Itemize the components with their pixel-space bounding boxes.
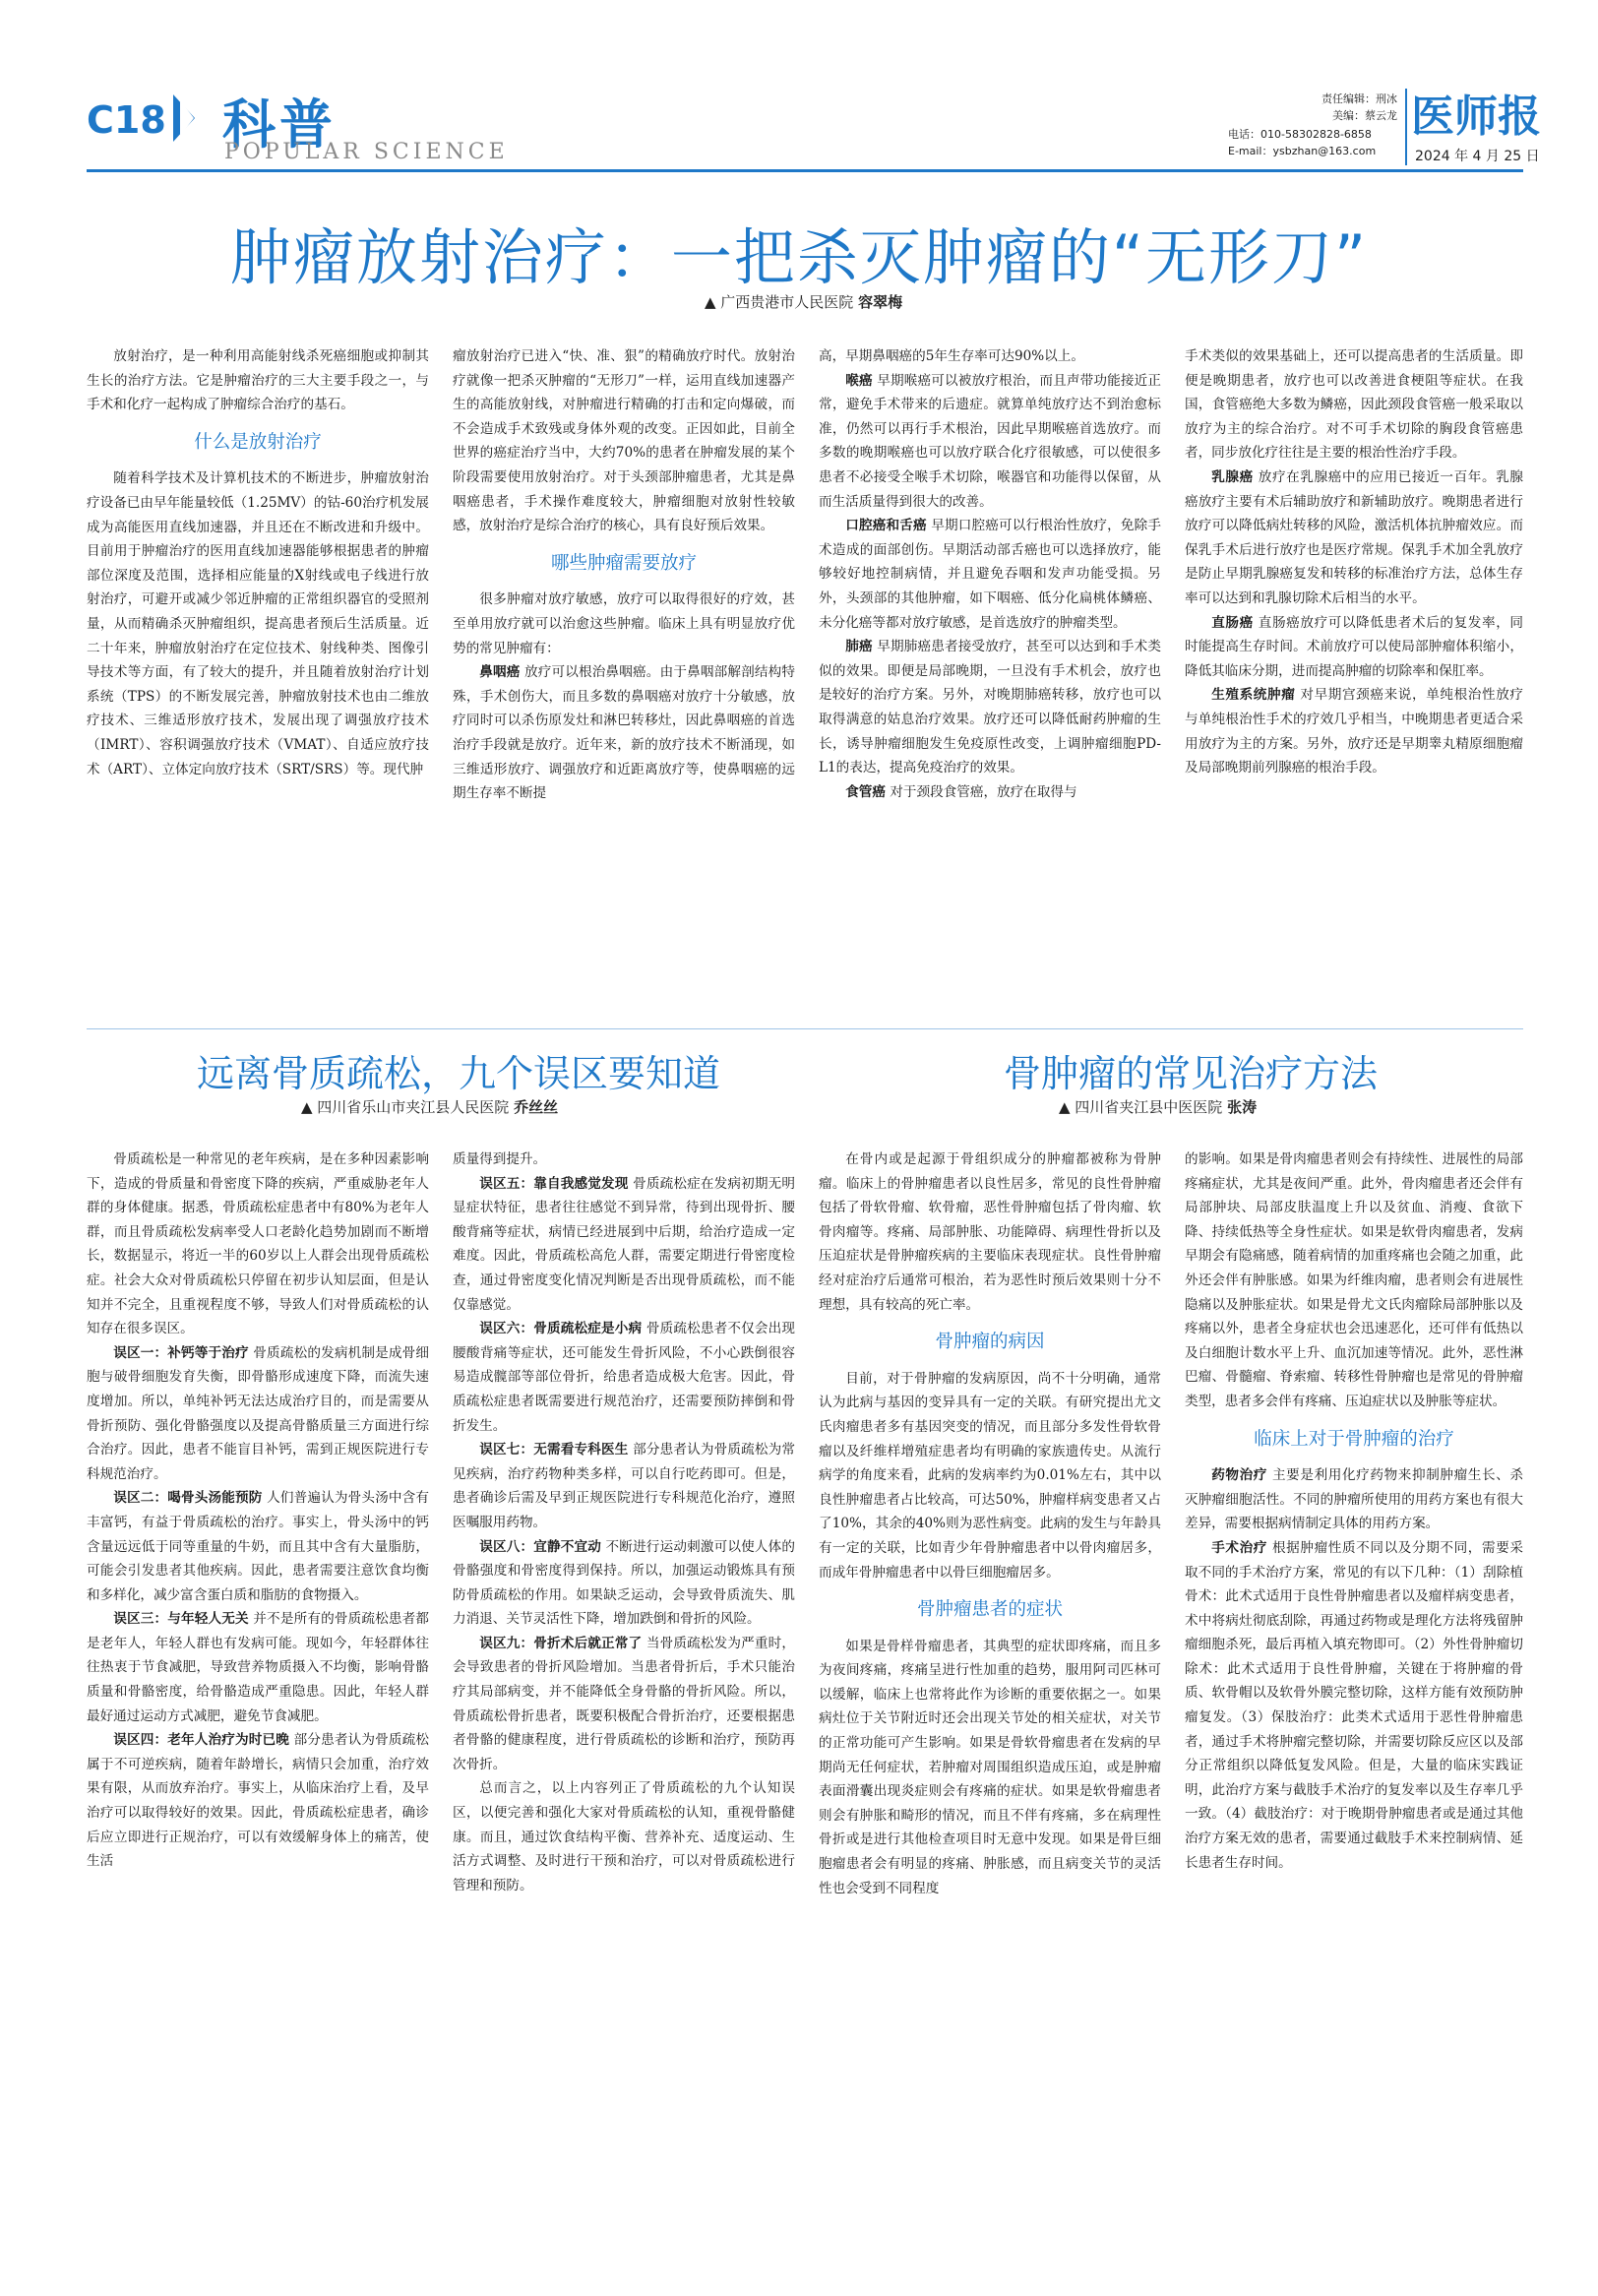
issue-date: 2024 年 4 月 25 日 (1415, 149, 1540, 164)
keyword: 鼻咽癌 (479, 664, 521, 681)
paragraph-text: 放疗可以根治鼻咽癌。由于鼻咽部解剖结构特殊，手术创伤大，而且多数的鼻咽癌对放疗十分敏感，放疗同时可以杀伤原发灶和淋巴转移灶，因此鼻咽癌的首选治疗手段就是放疗。近年来，新的放疗技术不断涌现，如三维适形放疗、调强放疗和近距离放疗等，使鼻咽癌的远期生存率不断提 (453, 664, 796, 802)
keyword: 误区七：无需看专科医生 (479, 1442, 629, 1458)
paragraph: 目前，对于骨肿瘤的发病原因，尚不十分明确，通常认为此病与基因的变异具有一定的关联。有研究提出尤文氏肉瘤患者多有基因突变的情况，而且部分多发性骨软骨瘤以及纤维样增殖症患者均有明确的家族遗传史。从流行病学的角度来看，此病的发病率约为0.01%左右，其中以良性肿瘤患者占比较高，可达50%，肿瘤样病变患者又占了10%，其余的40%则为恶性病变。此病的发生与年龄具有一定的关联，比如青少年骨肿瘤患者中以骨肉瘤居多，而成年骨肿瘤患者中以骨巨细胞瘤居多。 (819, 1370, 1161, 1581)
header-divider (1405, 89, 1407, 165)
paragraph: 放射治疗，是一种利用高能射线杀死癌细胞或抑制其生长的治疗方法。它是肿瘤治疗的三大主要手段之一，与手术和化疗一起构成了肿瘤综合治疗的基石。 (87, 348, 429, 413)
paragraph-text: 部分患者认为骨质疏松属于不可逆疾病，随着年龄增长，病情只会加重，治疗效果有限，从而放弃治疗。事实上，从临床治疗上看，及早治疗可以取得较好的效果。因此，骨质疏松症患者，确诊后应立即进行正规治疗，可以有效缓解身体上的痛苦，使生活 (87, 1732, 430, 1870)
article-byline (705, 291, 902, 312)
paragraph: 手术类似的效果基础上，还可以提高患者的生活质量。即便是晚期患者，放疗也可以改善进食梗阻等症状。在我国，食管癌绝大多数为鳞癌，因此颈段食管癌一般采取以放疗为主的综合治疗。对不可手术切除的胸段食管癌患者，同步放化疗往往是主要的根治性治疗手段。 (1185, 348, 1523, 462)
section-title: 科普 (222, 93, 337, 155)
article3-column-2 (1185, 1148, 1523, 1875)
page-number: C18 (87, 98, 166, 142)
keyword: 误区六：骨质疏松症是小病 (479, 1321, 643, 1337)
keyword: 误区五：靠自我感觉发现 (479, 1175, 629, 1192)
article1-column-4 (1185, 344, 1523, 780)
chevron-inner-icon (180, 100, 194, 136)
paragraph: 总而言之，以上内容列正了骨质疏松的九个认知误区，以便完善和强化大家对骨质疏松的认知，重视骨骼健康。而且，通过饮食结构平衡、营养补充、适度运动、生活方式调整、及时进行干预和治疗，可以对骨质疏松进行管理和预防。 (453, 1780, 795, 1893)
keyword: 食管癌 (845, 783, 886, 800)
paragraph-text: 对于颈段食管癌，放疗在取得与 (890, 783, 1077, 800)
email-line: E-mail：ysbzhan@163.com (1228, 145, 1377, 157)
paragraph-text: 骨质疏松症在发病初期无明显症状特征，患者往往感觉不到异常，待到出现骨折、腰酸背痛等症状，病情已经进展到中后期，给治疗造成一定难度。因此，骨质疏松高危人群，需要定期进行骨密度检查，通过骨密度变化情况判断是否出现骨质疏松，而不能仅靠感觉。 (453, 1175, 796, 1313)
editor-info (1250, 91, 1397, 124)
paragraph-text: 人们普遍认为骨头汤中含有丰富钙，有益于骨质疏松的治疗。事实上，骨头汤中的钙含量远远低于同等重量的牛奶，而且其中含有大量脂肪，可能会引发患者其他疾病。因此，患者需要注意饮食均衡和多样化，减少富含蛋白质和脂肪的食物摄入。 (87, 1490, 430, 1603)
header-rule (87, 169, 1523, 172)
paragraph-text: 早期肺癌患者接受放疗，甚至可以达到和手术类似的效果。即便是局部晚期，一旦没有手术机会，放疗也是较好的治疗方案。另外，对晚期肺癌转移，放疗也可以取得满意的姑息治疗效果。放疗还可以降低耐药肿瘤的生长，诱导肿瘤细胞发生免疫原性改变，上调肿瘤细胞PD-L1的表达，提高免疫治疗的效果。 (819, 639, 1162, 776)
paragraph: 质量得到提升。 (453, 1151, 547, 1167)
article2-byline (301, 1096, 558, 1117)
paragraph: 骨质疏松是一种常见的老年疾病，是在多种因素影响下，造成的骨质量和骨密度下降的疾病，严重威胁老年人群的身体健康。据悉，骨质疏松症患者中有80%为老年人群，而且骨质疏松发病率受人口老龄化趋势加剧而不断增长，数据显示，将近一半的60岁以上人群会出现骨质疏松症。社会大众对骨质疏松只停留在初步认知层面，但是认知并不完全，且重视程度不够，导致人们对骨质疏松的认知存在很多误区。 (87, 1151, 429, 1337)
keyword: 误区九：骨折术后就正常了 (479, 1635, 643, 1651)
paragraph-text: 对早期宫颈癌来说，单纯根治性放疗与单纯根治性手术的疗效几乎相当，中晚期患者更适合采用放疗为主的方案。另外，放疗还是早期睾丸精原细胞瘤及局部晚期前列腺癌的根治手段。 (1185, 687, 1524, 776)
paragraph-text: 不断进行运动刺激可以使人体的骨骼强度和骨密度得到保持。所以，加强运动锻炼具有预防骨质疏松的作用。如果缺乏运动，会导致骨质流失、肌力消退、关节灵活性下降，增加跌倒和骨折的风险。 (453, 1538, 796, 1628)
paragraph-text: 主要是利用化疗药物来抑制肿瘤生长、杀灭肿瘤细胞活性。不同的肿瘤所使用的用药方案也有很大差异，需要根据病情制定具体的用药方案。 (1185, 1467, 1524, 1532)
keyword: 直肠癌 (1211, 614, 1254, 631)
keyword: 误区一：补钙等于治疗 (113, 1344, 249, 1361)
subheading: 什么是放射治疗 (194, 431, 322, 453)
keyword: 生殖系统肿瘤 (1211, 687, 1296, 704)
section-title-en: POPULAR SCIENCE (224, 140, 509, 164)
contact-info (1228, 126, 1397, 159)
article2-title: 远离骨质疏松，九个误区要知道 (197, 1052, 721, 1095)
article1-column-3 (819, 344, 1161, 804)
paragraph: 在骨内或是起源于骨组织成分的肿瘤都被称为骨肿瘤。临床上的骨肿瘤患者以良性居多，常见的良性骨肿瘤包括了骨软骨瘤、软骨瘤，恶性骨肿瘤包括了骨肉瘤、软骨肉瘤等。疼痛、局部肿胀、功能障碍、病理性骨折以及压迫症状是骨肿瘤疾病的主要临床表现症状。良性骨肿瘤经对症治疗后通常可根治，若为恶性时预后效果则十分不理想，具有较高的死亡率。 (819, 1151, 1161, 1313)
byline-author: 张涛 (1227, 1098, 1258, 1116)
paragraph: 很多肿瘤对放疗敏感，放疗可以取得很好的疗效，甚至单用放疗就可以治愈这些肿瘤。临床上具有明显放疗优势的常见肿瘤有： (453, 591, 795, 656)
article-title: 肿瘤放射治疗：一把杀灭肿瘤的“无形刀” (229, 221, 1369, 293)
keyword: 口腔癌和舌癌 (845, 518, 927, 534)
byline-author: 容翠梅 (858, 293, 903, 311)
section-divider (87, 1028, 1523, 1029)
keyword: 肺癌 (845, 639, 873, 655)
article2-column-2 (453, 1148, 795, 1897)
paragraph: 的影响。如果是骨肉瘤患者则会有持续性、进展性的局部疼痛症状，尤其是夜间严重。此外，骨肉瘤患者还会伴有局部肿块、局部皮肤温度上升以及贫血、消瘦、食欲下降、持续低热等全身性症状。如果是软骨肉瘤患者，发病早期会有隐痛感，随着病情的加重疼痛也会随之加重，此外还会伴有肿胀感。如果为纤维肉瘤，患者则会有进展性隐痛以及肿胀症状。如果是骨尤文氏肉瘤除局部肿胀以及疼痛以外，患者全身症状也会迅速恶化，还可伴有低热以及白细胞计数水平上升、血沉加速等情况。此外，恶性淋巴瘤、骨髓瘤、脊索瘤、转移性骨肿瘤也是常见的骨肿瘤类型，患者多会伴有疼痛、压迫症状以及肿胀等症状。 (1185, 1151, 1523, 1409)
newspaper-logo: 医师报 (1411, 92, 1541, 142)
keyword: 误区二：喝骨头汤能预防 (113, 1490, 263, 1507)
keyword: 乳腺癌 (1211, 468, 1254, 485)
article1-column-2 (453, 344, 795, 806)
byline-affiliation: ▲ 广西贵港市人民医院 (705, 293, 854, 311)
designer-line: 美编：蔡云龙 (1332, 109, 1397, 122)
subheading: 骨肿瘤的病因 (935, 1332, 1045, 1353)
article1-column-1 (87, 344, 429, 781)
subheading: 临床上对于骨肿瘤的治疗 (1254, 1428, 1454, 1450)
editor-line: 责任编辑：刑冰 (1321, 93, 1397, 105)
article3-byline (1059, 1096, 1257, 1117)
byline-affiliation: ▲ 四川省夹江县中医医院 (1059, 1098, 1223, 1116)
keyword: 喉癌 (845, 372, 873, 389)
keyword: 误区四：老年人治疗为时已晚 (113, 1732, 290, 1749)
article3-title: 骨肿瘤的常见治疗方法 (1004, 1052, 1379, 1095)
paragraph-text: 早期口腔癌可以行根治性放疗，免除手术造成的面部创伤。早期活动部舌癌也可以选择放疗，能够较好地控制病情，并且避免吞咽和发声功能受损。另外，头颈部的其他肿瘤，如下咽癌、低分化扁桃体鳞癌、未分化癌等都对放疗敏感，是首选放疗的肿瘤类型。 (819, 518, 1162, 631)
paragraph-text: 早期喉癌可以被放疗根治，而且声带功能接近正常，避免手术带来的后遗症。就算单纯放疗达不到治愈标准，仍然可以再行手术根治，因此早期喉癌首选放疗。而多数的晚期喉癌也可以放疗联合化疗很敏感，可以使很多患者不必接受全喉手术切除，喉器官和功能得以保留，从而生活质量得到很大的改善。 (819, 372, 1162, 510)
paragraph-text: 放疗在乳腺癌中的应用已接近一百年。乳腺癌放疗主要有术后辅助放疗和新辅助放疗。晚期患者进行放疗可以降低病灶转移的风险，激活机体抗肿瘤效应。而保乳手术后进行放疗也是医疗常规。保乳手术加全乳放疗是防止早期乳腺癌复发和转移的标准治疗方法，总体生存率可以达到和乳腺切除术后相当的水平。 (1185, 468, 1524, 606)
paragraph-text: 并不是所有的骨质疏松患者都是老年人，年轻人群也有发病可能。现如今，年轻群体往往热衷于节食减肥，导致营养物质摄入不均衡，影响骨骼质量和骨骼密度，给骨骼造成严重隐患。因此，年轻人群最好通过运动方式减肥，避免节食减肥。 (87, 1611, 430, 1724)
paragraph-text: 骨质疏松患者不仅会出现腰酸背痛等症状，还可能发生骨折风险，不小心跌倒很容易造成髋部等部位骨折，给患者造成极大危害。因此，骨质疏松症患者既需要进行规范治疗，还需要预防摔倒和骨折发生。 (453, 1321, 796, 1434)
keyword: 误区八：宜静不宜动 (479, 1538, 602, 1555)
phone-line: 电话：010-58302828-6858 (1228, 128, 1372, 141)
paragraph-text: 骨质疏松的发病机制是成骨细胞与破骨细胞发育失衡，即骨骼形成速度下降，而流失速度增加。所以，单纯补钙无法达成治疗目的，而是需要从骨折预防、强化骨骼强度以及提高骨骼质量三方面进行综合治疗。因此，患者不能盲目补钙，需到正规医院进行专科规范治疗。 (87, 1344, 430, 1482)
paragraph-text: 根据肿瘤性质不同以及分期不同，需要采取不同的手术治疗方案，常见的有以下几种：（1）刮除植骨术：此术式适用于良性骨肿瘤患者以及瘤样病变患者，术中将病灶彻底刮除，再通过药物或是理化方法将残留肿瘤细胞杀死，最后再植入填充物即可。（2）外性骨肿瘤切除术：此术式适用于良性骨肿瘤，关键在于将肿瘤的骨质、软骨帽以及软骨外膜完整切除，这样方能有效预防肿瘤复发。（3）保肢治疗：此类术式适用于恶性骨肿瘤患者，通过手术将肿瘤完整切除，并需要切除反应区以及部分正常组织以降低复发风险。但是，大量的临床实践证明，此治疗方案与截肢手术治疗的复发率以及生存率几乎一致。（4）截肢治疗：对于晚期骨肿瘤患者或是通过其他治疗方案无效的患者，需要通过截肢手术来控制病情、延长患者生存时间。 (1185, 1539, 1524, 1871)
paragraph: 瘤放射治疗已进入“快、准、狠”的精确放疗时代。放射治疗就像一把杀灭肿瘤的“无形刀”一样，运用直线加速器产生的高能放射线，对肿瘤进行精确的打击和定向爆破，而不会造成手术致残或身体外观的改变。正因如此，目前全世界的癌症治疗当中，大约70%的患者在肿瘤发展的某个阶段需要使用放射治疗。对于头颈部肿瘤患者，尤其是鼻咽癌患者，手术操作难度较大，肿瘤细胞对放射性较敏感，放射治疗是综合治疗的核心，具有良好预后效果。 (453, 348, 795, 534)
keyword: 药物治疗 (1211, 1467, 1268, 1484)
paragraph-text: 直肠癌放疗可以降低患者术后的复发率，同时能提高生存时间。术前放疗可以使局部肿瘤体积缩小，降低其临床分期，进而提高肿瘤的切除率和保肛率。 (1185, 614, 1524, 679)
article2-column-1 (87, 1148, 429, 1874)
subheading: 骨肿瘤患者的症状 (916, 1599, 1063, 1621)
byline-author: 乔丝丝 (514, 1098, 559, 1116)
subheading: 哪些肿瘤需要放疗 (550, 552, 697, 574)
paragraph-text: 当骨质疏松发为严重时，会导致患者的骨折风险增加。当患者骨折后，手术只能治疗其局部病变，并不能降低全身骨骼的骨折风险。所以，骨质疏松骨折患者，既要积极配合骨折治疗，还要根据患者骨骼的健康程度，进行骨质疏松的诊断和治疗，预防再次骨折。 (453, 1635, 796, 1772)
paragraph-text: 部分患者认为骨质疏松为常见疾病，治疗药物种类多样，可以自行吃药即可。但是，患者确诊后需及早到正规医院进行专科规范化治疗，遵照医嘱服用药物。 (453, 1442, 796, 1530)
keyword: 手术治疗 (1211, 1539, 1268, 1556)
paragraph: 高，早期鼻咽癌的5年生存率可达90%以上。 (819, 348, 1084, 364)
paragraph: 如果是骨样骨瘤患者，其典型的症状即疼痛，而且多为夜间疼痛，疼痛呈进行性加重的趋势，服用阿司匹林可以缓解，临床上也常将此作为诊断的重要依据之一。如果病灶位于关节附近时还会出现关节处的相关症状，对关节的正常功能可产生影响。如果是骨软骨瘤患者在发病的早期尚无任何症状，若肿瘤对周围组织造成压迫，或是肿瘤表面滑囊出现炎症则会有疼痛的症状。如果是软骨瘤患者则会有肿胀和畸形的情况，而且不伴有疼痛，多在病理性骨折或是进行其他检查项目时无意中发现。如果是骨巨细胞瘤患者会有明显的疼痛、肿胀感，而且病变关节的灵活性也会受到不同程度 (819, 1638, 1161, 1896)
article3-column-1 (819, 1148, 1161, 1900)
paragraph: 随着科学技术及计算机技术的不断进步，肿瘤放射治疗设备已由早年能量较低（1.25MV）的钴-60治疗机发展成为高能医用直线加速器，并且还在不断改进和升级中。目前用于肿瘤治疗的医用直线加速器能够根据患者的肿瘤部位深度及范围，选择相应能量的X射线或电子线进行放射治疗，可避开或减少邻近肿瘤的正常组织器官的受照剂量，从而精确杀灭肿瘤组织，提高患者预后生活质量。近二十年来，肿瘤放射治疗在定位技术、射线种类、图像引导技术等方面，有了较大的提升，并且随着放射治疗计划系统（TPS）的不断发展完善，肿瘤放射技术也由二维放疗技术、三维适形放疗技术，发展出现了调强放疗技术（IMRT）、容积调强放疗技术（VMAT）、自适应放疗技术（ART）、立体定向放疗技术（SRT/SRS）等。现代肿 (87, 470, 429, 777)
byline-affiliation: ▲ 四川省乐山市夹江县人民医院 (301, 1098, 510, 1116)
keyword: 误区三：与年轻人无关 (113, 1611, 249, 1628)
